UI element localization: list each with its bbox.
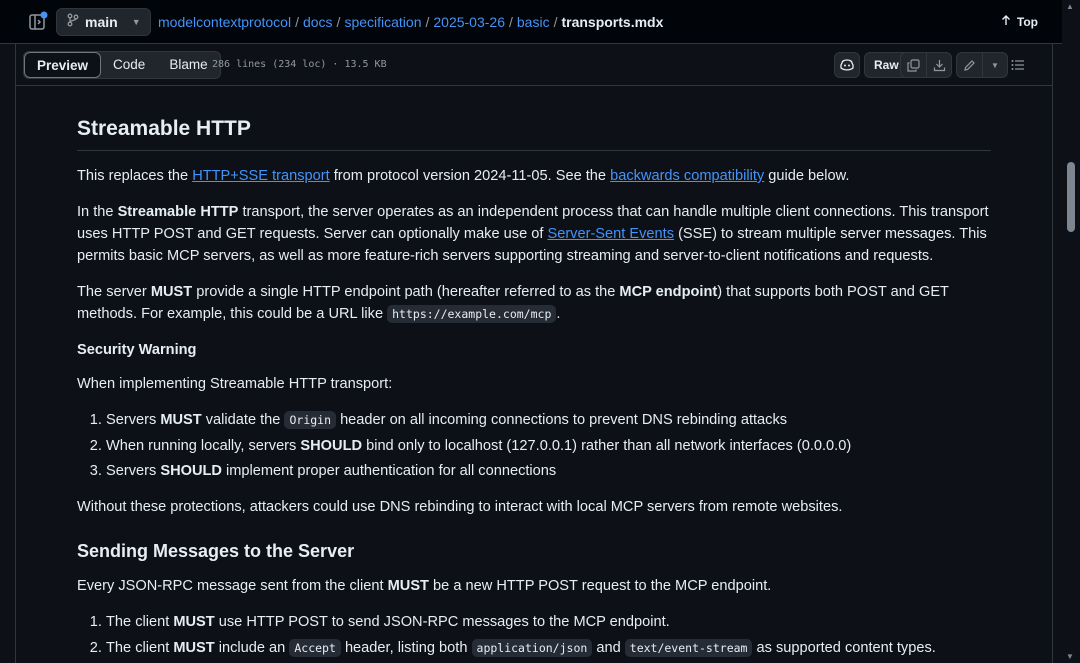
paragraph: This replaces the HTTP+SSE transport from protocol version 2024-11-05. See the backwards compatibility guide below. bbox=[77, 168, 850, 184]
list-icon[interactable] bbox=[1011, 58, 1025, 76]
branch-name: main bbox=[85, 14, 118, 30]
breadcrumb-link[interactable]: basic bbox=[516, 14, 550, 30]
paragraph: When implementing Streamable HTTP transport: bbox=[77, 376, 393, 392]
inline-code: https://example.com/mcp bbox=[387, 305, 556, 323]
breadcrumb-link[interactable]: docs bbox=[302, 14, 333, 30]
file-header bbox=[0, 0, 1080, 44]
paragraph: In the Streamable HTTP transport, the server operates as an independent process that can handle multiple client connections. This transport uses HTTP POST and GET requests. Server can optionally make use of Server-Sent Events (SSE) to stream multiple server messages. This permits basic MCP servers, as well as more feature-rich servers supporting streaming and server-to-client notifications and requests. bbox=[77, 204, 989, 264]
server-sent-events-link[interactable]: Server-Sent Events bbox=[547, 226, 675, 242]
edit-button[interactable] bbox=[957, 53, 982, 77]
paragraph: Without these protections, attackers could use DNS rebinding to interact with local MCP servers from remote websites. bbox=[77, 499, 843, 515]
scrollbar-thumb[interactable] bbox=[1067, 162, 1075, 232]
breadcrumb-link[interactable]: specification bbox=[344, 14, 422, 30]
chevron-down-icon: ▼ bbox=[131, 17, 141, 27]
copy-button[interactable] bbox=[901, 53, 926, 77]
markdown-body bbox=[77, 100, 991, 663]
pencil-icon bbox=[963, 59, 976, 72]
copilot-button[interactable] bbox=[834, 52, 860, 78]
list-item: 3. Servers SHOULD implement proper authentication for all connections bbox=[106, 460, 991, 482]
section-heading: Streamable HTTP bbox=[77, 115, 991, 151]
scroll-down-icon[interactable]: ▼ bbox=[1066, 652, 1074, 661]
list-item: 2. The client MUST include an Accept header, listing both application/json and text/event-stream as supported content types. bbox=[106, 637, 991, 659]
list-item: 2. When running locally, servers SHOULD bind only to localhost (127.0.0.1) rather than all network interfaces (0.0.0.0) bbox=[106, 435, 991, 457]
list-item: 1. The client MUST use HTTP POST to send JSON-RPC messages to the MCP endpoint. bbox=[106, 611, 991, 633]
tab-blame[interactable]: Blame bbox=[169, 57, 208, 72]
paragraph: The server MUST provide a single HTTP endpoint path (hereafter referred to as the MCP endpoint) that supports both POST and GET methods. For example, this could be a URL like https://example.com/mcp . bbox=[77, 284, 949, 322]
download-icon bbox=[933, 59, 946, 72]
sidebar-toggle-icon[interactable] bbox=[27, 11, 49, 33]
http-sse-transport-link[interactable]: HTTP+SSE transport bbox=[192, 168, 330, 184]
scrollbar[interactable] bbox=[1062, 0, 1080, 663]
tab-preview[interactable]: Preview bbox=[24, 52, 101, 78]
arrow-up-icon bbox=[1001, 14, 1011, 29]
numbered-list bbox=[106, 611, 991, 659]
scroll-up-icon[interactable]: ▲ bbox=[1066, 2, 1074, 11]
top-label: Top bbox=[1016, 14, 1038, 29]
download-button[interactable] bbox=[926, 53, 951, 77]
view-mode-tabs bbox=[23, 51, 221, 79]
file-actions-group bbox=[900, 52, 952, 78]
chevron-down-icon: ▼ bbox=[991, 60, 999, 70]
subheading: Security Warning bbox=[77, 342, 197, 358]
inline-code: Accept bbox=[289, 639, 341, 657]
edit-group bbox=[956, 52, 1008, 78]
file-toolbar bbox=[16, 44, 1052, 86]
list-item: 1. Servers MUST validate the Origin header on all incoming connections to prevent DNS rebinding attacks bbox=[106, 409, 991, 431]
inline-code: text/event-stream bbox=[625, 639, 753, 657]
backwards-compatibility-link[interactable]: backwards compatibility bbox=[610, 168, 765, 184]
edit-dropdown-button[interactable] bbox=[982, 53, 1007, 77]
breadcrumb-link[interactable]: modelcontextprotocol bbox=[158, 14, 292, 30]
section-heading: Sending Messages to the Server bbox=[77, 541, 355, 561]
branch-selector-button[interactable] bbox=[56, 8, 151, 36]
inline-code: Origin bbox=[284, 411, 336, 429]
git-branch-icon bbox=[67, 13, 79, 32]
copy-icon bbox=[907, 59, 920, 72]
inline-code: application/json bbox=[472, 639, 593, 657]
numbered-list bbox=[106, 409, 991, 482]
breadcrumb-link[interactable]: 2025-03-26 bbox=[433, 14, 505, 30]
file-info: 286 lines (234 loc) · 13.5 KB bbox=[212, 59, 387, 70]
copilot-icon bbox=[839, 57, 855, 74]
raw-button[interactable]: Raw bbox=[864, 52, 909, 78]
top-button[interactable] bbox=[1001, 14, 1038, 29]
current-file-name: transports.mdx bbox=[561, 14, 664, 30]
breadcrumb: modelcontextprotocol / docs / specification / 2025-03-26 / basic / transports.mdx bbox=[158, 14, 664, 30]
paragraph: Every JSON-RPC message sent from the client MUST be a new HTTP POST request to the MCP endpoint. bbox=[77, 578, 772, 594]
tab-code[interactable]: Code bbox=[113, 57, 146, 72]
